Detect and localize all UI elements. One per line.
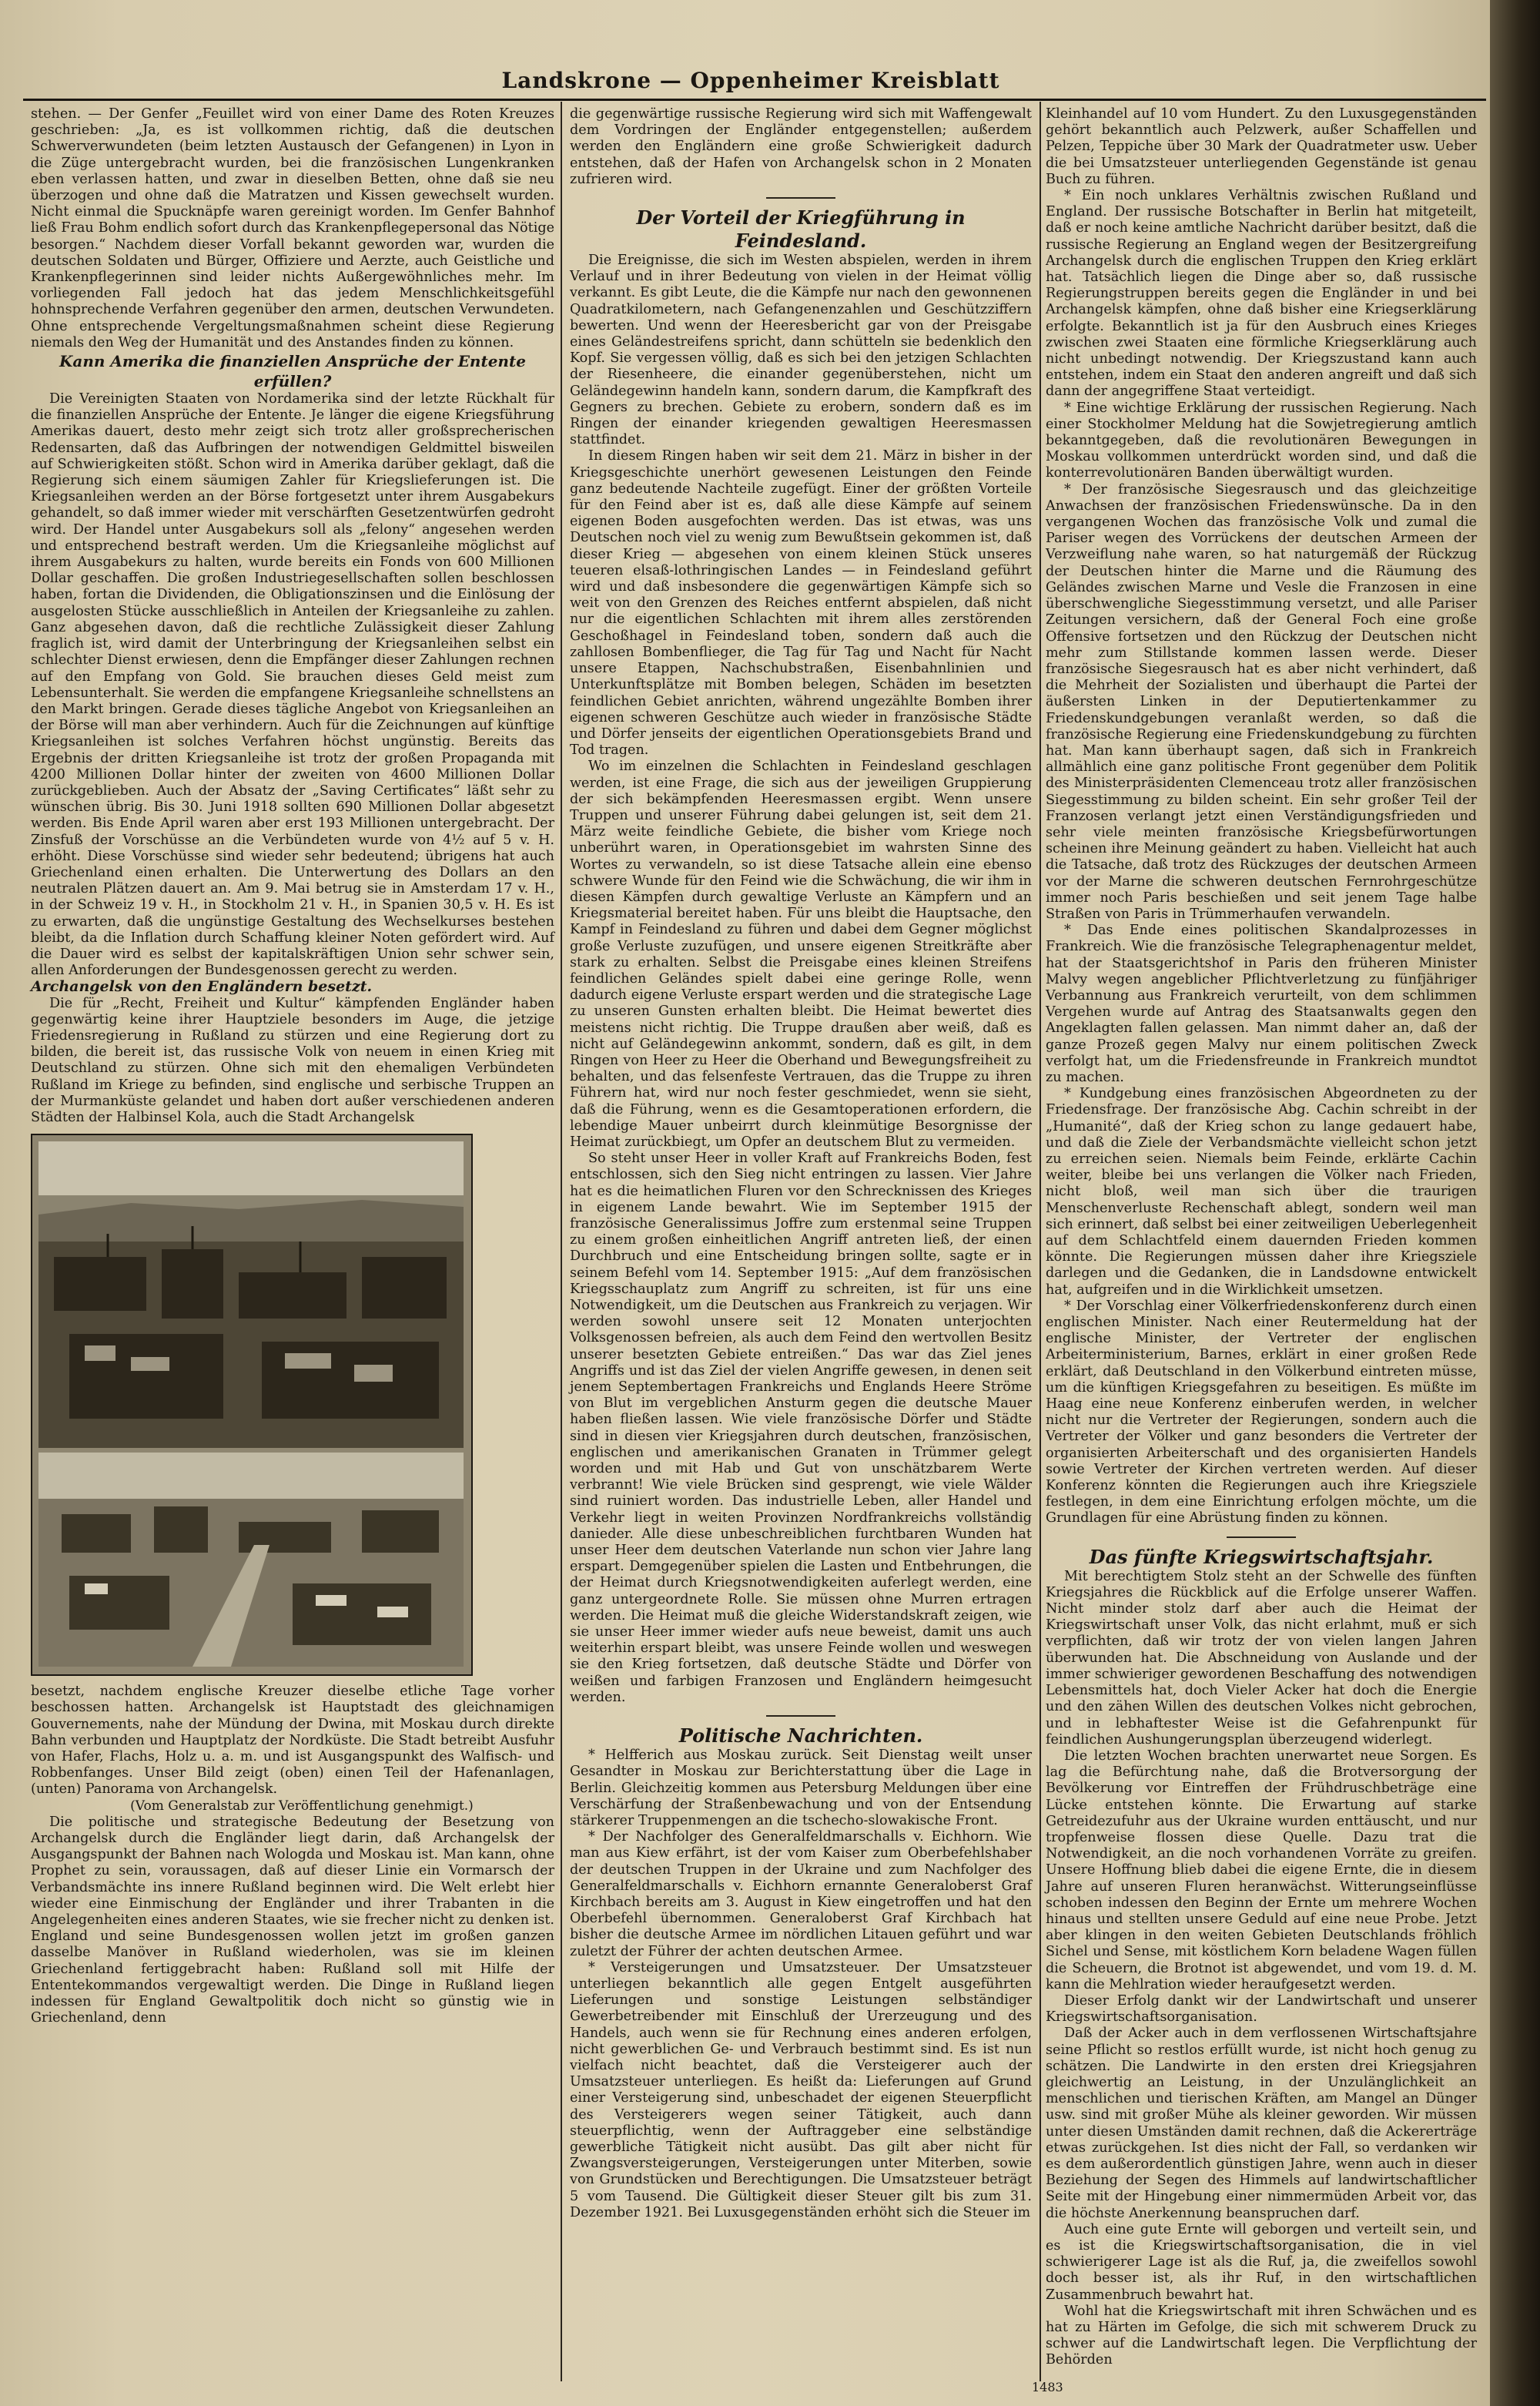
masthead-rule — [23, 99, 1486, 101]
paragraph: * Kundgebung eines französischen Abgeordneten zu der Friedensfrage. Der französische Abg. Cachin schreibt in der „Humanité“, daß der Krieg schon zu lange gedauert habe, und daß die Ziele der Verbandsmächte vielleicht schon jetzt zu erreichen seien. Niemals beim Feinde, erklärte Cachin weiter, bleibe bei uns verlangen die Völker nach Frieden, nicht bloß, weil man sich über die traurigen Menschenverluste Rechenschaft ablegt, sondern weil man sich erinnert, daß selbst bei einer zeitweiligen Ueberlegenheit auf dem Schlachtfeld einem dauernden Frieden kommen könnte. Die Regierungen müssen daher ihre Kriegsziele darlegen und die Gedanken, die in Landsdowne entwickelt hat, aufgreifen und in die Wirklichkeit umsetzen. — [1046, 1086, 1477, 1298]
paragraph: Die Vereinigten Staaten von Nordamerika sind der letzte Rückhalt für die finanziellen Ansprüche der Entente. Je länger die eigene Kriegsführung Amerikas dauert, desto mehr zeigt sich trotz aller großsprecherischen Redensarten, daß das Aufbringen der notwendigen Geldmittel bisweilen auf Schwierigkeiten stößt. Schon wird in Amerika darüber geklagt, daß die Regierung sich einem säumigen Zahler für Kriegslieferungen ist. Die Kriegsanleihen werden an der Börse fortgesetzt unter ihrem Ausgabekurs gehandelt, so daß immer wieder mit verschärften Gesetzentwürfen gedroht wird. Der Handel unter Ausgabekurs soll als „felony“ angesehen werden und entsprechend bestraft werden. Um die Kriegsanleihe möglichst auf ihrem Ausgabekurs zu halten, wurde bereits ein Fonds von 600 Millionen Dollar geschaffen. Die großen Industriegesellschaften sollen beschlossen haben, fortan die Dividenden, die Obligationszinsen und die Einlösung der ausgelosten Stücke ausschließlich in Anteilen der Kriegsanleihe zu zahlen. Ganz abgesehen davon, daß die rechtliche Zulässigkeit dieser Zahlung fraglich ist, wird damit der Unterbringung der Kriegsanleihen selbst ein schlechter Dienst erwiesen, denn die Empfänger dieser Zahlungen rechnen auf den Empfang von Gold. Sie brauchen dieses Geld meist zum Lebensunterhalt. Sie werden die empfangene Kriegsanleihe schnellstens an den Markt bringen. Gerade dieses tägliche Angebot von Kriegsanleihen an der Börse will man aber verhindern. Auch für die Zeichnungen auf künftige Kriegsanleihen ist solches Verfahren höchst ungünstig. Bereits das Ergebnis der dritten Kriegsanleihe ist trotz der großen Propaganda mit 4200 Millionen Dollar hinter der zweiten von 4600 Millionen Dollar zurückgeblieben. Auch der Absatz der „Saving Certificates“ läßt sehr zu wünschen übrig. Bis 30. Juni 1918 sollten 690 Millionen Dollar abgesetzt werden. Bis Ende April waren aber erst 193 Millionen untergebracht. Der Zinsfuß der Vorschüsse an die Verbündeten wurde von 4½ auf 5 v. H. erhöht. Diese Vorschüsse sind wieder sehr bedeutend; übrigens hat auch Griechenland einen erhalten. Die Unterwertung des Dollars an den neutralen Plätzen dauert an. Am 9. Mai betrug sie in Amsterdam 17 v. H., in der Schweiz 19 v. H., in Stockholm 21 v. H., in Spanien 30,5 v. H. Es ist zu erwarten, daß die ungünstige Gestaltung des Wechselkurses bestehen bleibt, da die Inflation durch Schaffung kleiner Noten gefördert wird. Auf die Dauer wird es selbst der kapitalskräftigen Union sehr schwer sein, allen Anforderungen der Bundesgenossen gerecht zu werden. — [31, 391, 554, 979]
paragraph: So steht unser Heer in voller Kraft auf Frankreichs Boden, fest entschlossen, sich den Sieg nicht entringen zu lassen. Vier Jahre hat es die heimatlichen Fluren vor den Schrecknissen des Krieges in eigenem Lande bewahrt. Wie im September 1915 der französische Generalissimus Joffre zum erstenmal seine Truppen zu einem großen einheitlichen Angriff antreten ließ, der einen Durchbruch und eine Entscheidung bringen sollte, sagte er in seinem Befehl vom 14. September 1915: „Auf dem französischen Kriegsschauplatz zum Angriff zu schreiten, ist für uns eine Notwendigkeit, um die Deutschen aus Frankreich zu verjagen. Wir werden sowohl unsere seit 12 Monaten unterjochten Volksgenossen befreien, als auch dem Feind den wertvollen Besitz unserer besetzten Gebiete entreißen.“ Das war das Ziel jenes Angriffs und ist das Ziel der vielen Angriffe gewesen, in denen seit jenem Septembertagen Frankreichs und Englands Heere Ströme von Blut im vergeblichen Ansturm gegen die deutsche Mauer haben fließen lassen. Wie viele französische Dörfer und Städte sind in diesen vier Kriegsjahren durch deutschen, französischen, englischen und amerikanischen Granaten in Trümmer gelegt worden und mit Hab und Gut von unschätzbarem Werte verbrannt! Wie viele Brücken sind gesprengt, wie viele Wälder sind ruiniert worden. Das industrielle Leben, aller Handel und Verkehr liegt in weiten Provinzen Nordfrankreichs vollständig danieder. Alle diese unbeschreiblichen furchtbaren Wunden hat unser Heer dem deutschen Vaterlande nun schon vier Jahre lang erspart. Demgegenüber spielen die Lasten und Entbehrungen, die der Heimat durch Kriegsnotwendigkeiten auferlegt werden, eine ganz untergeordnete Rolle. Sie müssen ohne Murren ertragen werden. Die Heimat muß die gleiche Widerstandskraft zeigen, wie sie unser Heer immer wieder aufs neue beweist, damit uns auch weiterhin erspart bleibt, was unsere Feinde wollen und weswegen sie den Krieg fortsetzen, daß deutsche Städte und Dörfer von weißen und farbigen Franzosen und Engländern heimgesucht werden. — [570, 1151, 1032, 1705]
paragraph: Wo im einzelnen die Schlachten in Feindesland geschlagen werden, ist eine Frage, die sich aus der jeweiligen Gruppierung der sich bekämpfenden Heeresmassen ergibt. Wenn unsere Truppen und unserer Führung dabei gelungen ist, seit dem 21. März weite feindliche Gebiete, die bisher vom Kriege noch unberührt waren, in Operationsgebiet im wahrsten Sinne des Wortes zu verwandeln, so ist diese Tatsache allein eine ebenso schwere Wunde für den Feind wie die Schwächung, die wir ihm in diesen Kämpfen durch gewaltige Verluste an Kämpfern und an Kriegsmaterial bereitet haben. Für uns bleibt die Hauptsache, den Kampf in Feindesland zu führen und dabei dem Gegner möglichst große Verluste zuzufügen, und unsere eigenen Streitkräfte aber stark zu erhalten. Selbst die Preisgabe eines kleinen Streifens feindlichen Geländes spielt dabei eine geringe Rolle, wenn dadurch eigene Verluste erspart werden und die strategische Lage zu unseren Gunsten erhalten bleibt. Die Heimat bewertet dies meistens nicht richtig. Die Truppe draußen aber weiß, daß es nicht auf Geländegewinn ankommt, sondern, daß es gilt, in dem Ringen von Heer zu Heer die Oberhand und Bewegungsfreiheit zu behalten, und das felsenfeste Vertrauen, das die Truppe zu ihren Führern hat, wird nur noch fester geschmiedet, wenn sie sieht, daß die Führung, wenn es die Gesamtoperationen erfordern, die lebendige Mauer unbeirrt durch kleinmütige Besorgnisse der Heimat zurückbiegt, um Opfer an deutschem Blut zu vermeiden. — [570, 759, 1032, 1150]
paragraph: * Eine wichtige Erklärung der russischen Regierung. Nach einer Stockholmer Meldung hat die Sowjetregierung amtlich bekanntgegeben, daß die revolutionären Bewegungen in Moskau vollkommen unterdrückt worden sind, und daß die konterrevolutionären Banden überwältigt wurden. — [1046, 400, 1477, 481]
article-heading: Der Vorteil der Kriegführung in Feindesland. — [636, 206, 966, 253]
paragraph: Daß der Acker auch in dem verflossenen Wirtschaftsjahre seine Pflicht so restlos erfüllt wurde, ist nicht hoch genug zu schätzen. Die Landwirte in den ersten drei Kriegsjahren gleichwertig an Leistung, in der Unzulänglichkeit an menschlichen und tierischen Kräften, am Mangel an Dünger usw. sind mit großer Mühe als kleiner geworden. Wir müssen unter diesen Umständen damit rechnen, daß die Ackererträge etwas zurückgehen. Ist dies nicht der Fall, so verdanken wir es dem außerordentlich günstigen Jahre, wenn auch in dieser Beziehung der Segen des Himmels auf landwirtschaftlicher Seite mit der Hingebung einer nimmermüden Arbeit vor, das die höchste Anerkennung beanspruchen darf. — [1046, 2026, 1477, 2221]
paragraph: * Ein noch unklares Verhältnis zwischen Rußland und England. Der russische Botschafter in Berlin hat mitgeteilt, daß er noch keine amtliche Nachricht darüber besitzt, daß die russische Regierung an England wegen der Besitzergreifung Archangelsk durch die englischen Truppen den Krieg erklärt hat. Tatsächlich liegen die Dinge aber so, daß russische Regierungstruppen bereits gegen die Engländer in und bei Archangelsk kämpfen, ohne daß bisher eine Kriegserklärung erfolgte. Bekanntlich ist ja für den Ausbruch eines Krieges zwischen zwei Staaten eine förmliche Kriegserklärung auch nicht unbedingt notwendig. Der Kriegszustand kann auch entstehen, indem ein Staat den anderen angreift und daß sich dann der angegriffene Staat verteidigt. — [1046, 188, 1477, 400]
book-binding — [1490, 0, 1540, 2406]
article-heading: Kann Amerika die finanziellen Ansprüche der Entente erfüllen? — [59, 352, 526, 391]
archangelsk-photo — [31, 1134, 473, 1676]
paragraph: Mit berechtigtem Stolz steht an der Schwelle des fünften Kriegsjahres die Rückblick auf die Erfolge unserer Waffen. Nicht minder stolz darf aber auch die Heimat der Kriegswirtschaft unser Volk, das nicht erlahmt, muß er sich verpflichten, daß wir trotz der von vielen langen Jahren überwunden hat. Die Abschneidung von Auslande und der immer schwieriger gewordenen Beschaffung des notwendigen Lebensmittels hat, doch Vieler Acker hat doch die Energie und den zähen Willen des deutschen Volkes nicht gebrochen, und in lebhaftester Weise ist die Gefahrenpunkt für feindlichen Aushungerungsplan überzeugend widerlegt. — [1046, 1568, 1477, 1748]
article-heading: Politische Nachrichten. — [678, 1724, 923, 1748]
article-heading: Archangelsk von den Engländern besetzt. — [31, 978, 373, 996]
paragraph: Die politische und strategische Bedeutung der Besetzung von Archangelsk durch die Engländer liegt darin, daß Archangelsk der Ausgangspunkt der Bahnen nach Wologda und Moskau ist. Man kann, ohne Prophet zu sein, voraussagen, daß auf dieser Linie ein Vormarsch der Verbandsmächte ins innere Rußland beginnen wird. Die Welt erlebt hier wieder eine Einmischung der Engländer und ihrer Trabanten in die Angelegenheiten eines anderen Staates, wie sie frecher nicht zu denken ist. England und seine Bundesgenossen wollen jetzt im großen ganzen dasselbe Manöver in Rußland wiederholen, was sie im kleinen Griechenland fertiggebracht haben: Rußland soll mit Hilfe der Ententekommandos vergewaltigt werden. Die Dinge in Rußland liegen indessen für England Gewaltpolitik doch nicht so günstig wie in Griechenland, denn — [31, 1814, 554, 2026]
separator — [1227, 1536, 1296, 1538]
paragraph: * Der Nachfolger des Generalfeldmarschalls v. Eichhorn. Wie man aus Kiew erfährt, ist der vom Kaiser zum Oberbefehlshaber der deutschen Truppen in der Ukraine und zum Nachfolger des Generalfeldmarschalls v. Eichhorn ernannte Generaloberst Graf Kirchbach bereits am 3. August in Kiew eingetroffen und hat den Oberbefehl übernommen. Generaloberst Graf Kirchbach hat bisher die deutsche Armee im nördlichen Litauen geführt und war zuletzt der Führer der achten deutschen Armee. — [570, 1829, 1032, 1959]
paragraph: In diesem Ringen haben wir seit dem 21. März in bisher in der Kriegsgeschichte unerhört gewesenen Leistungen den Feinde ganz bedeutende Nachteile zugefügt. Einer der größten Vorteile für den Feind aber ist es, daß alle diese Kämpfe auf seinem eigenen Boden ausgefochten werden. Das ist etwas, was uns Deutschen noch viel zu wenig zum Bewußtsein gekommen ist, daß dieser Krieg — abgesehen von einem kleinen Stück unseres teueren elsaß-lothringischen Landes — in Feindesland geführt wird und daß insbesondere die gegenwärtigen Kämpfe sich so weit von den Grenzen des Reiches entfernt abspielen, daß nicht nur die eigentlichen Schlachten mit ihrem alles zerstörenden Geschoßhagel in Feindesland toben, sondern daß auch die zahllosen Bombenflieger, die Tag für Tag und Nacht für Nacht unsere Etappen, Nachschubstraßen, Eisenbahnlinien und Unterkunftsplätze mit Bomben belegen, Schäden im besetzten feindlichen Gebiet anrichten, während ungezählte Bomben ihrer eigenen schweren Geschütze auch wieder in französische Städte und Dörfer jenseits der eigentlichen Operationsgebiets Brand und Tod tragen. — [570, 448, 1032, 759]
panorama-image — [38, 1453, 464, 1667]
harbour-image — [38, 1141, 464, 1448]
page-number: 1483 — [1032, 2380, 1063, 2394]
column-rule — [561, 102, 562, 2381]
column-1 — [31, 106, 554, 2026]
article-heading: Das fünfte Kriegswirtschaftsjahr. — [1089, 1545, 1434, 1568]
separator — [766, 1715, 835, 1717]
column-3 — [1046, 106, 1477, 2369]
column-2 — [570, 106, 1032, 2221]
paragraph: Die für „Recht, Freiheit und Kultur“ kämpfenden Engländer haben gegenwärtig keine ihrer Hauptziele besonders im Auge, die jetzige Friedensregierung in Rußland zu stürzen und eine Regierung dort zu bilden, die bereit ist, das russische Volk von neuem in einen Krieg mit Deutschland zu stürzen. Ohne sich mit den ehemaligen Verbündeten Rußland im Kriege zu befinden, sind englische und serbische Truppen an der Murmanküste gelandet und haben dort außer verschiedenen anderen Städten der Halbinsel Kola, auch die Stadt Archangelsk — [31, 995, 554, 1125]
paragraph: Wohl hat die Kriegswirtschaft mit ihren Schwächen und es hat zu Härten im Gefolge, die sich mit schwerem Druck zu schwer auf die Landwirtschaft legen. Die Verpflichtung der Behörden — [1046, 2303, 1477, 2368]
paragraph: Auch eine gute Ernte will geborgen und verteilt sein, und es ist die Kriegswirtschaftsorganisation, die in viel schwierigerer Lage ist als die Ruf, ja, die zweifellos sowohl doch besser ist, als ihr Ruf, in den wirtschaftlichen Zusammenbruch bewahrt hat. — [1046, 2221, 1477, 2303]
paragraph: * Der Vorschlag einer Völkerfriedenskonferenz durch einen englischen Minister. Nach einer Reutermeldung hat der englische Minister, der Vertreter der englischen Arbeiterministerium, Barnes, erklärt in einer großen Rede erklärt, daß Deutschland in den Völkerbund eintreten müsse, um die künftigen Kriegsgefahren zu beseitigen. Es müßte im Haag eine neue Konferenz einberufen werden, in welcher nicht nur die Vertreter der Regierungen, sondern auch die Vertreter der Völker und ganz besonders die Vertreter der organisierten Arbeiterschaft und des organisierten Handels sowie Vertreter der Kirchen vertreten werden. Auf dieser Konferenz könnten die Regierungen auch ihre Kriegsziele festlegen, in dem eine Einrichtung erfolgen möchte, um die Grundlagen für eine Abrüstung finden zu können. — [1046, 1298, 1477, 1526]
paragraph: * Helfferich aus Moskau zurück. Seit Dienstag weilt unser Gesandter in Moskau zur Berichterstattung über die Lage in Berlin. Gleichzeitig kommen aus Petersburg Meldungen über eine Verschärfung der Straßenbewachung und von der Entsendung stärkerer Truppenmengen an die tschecho-slowakische Front. — [570, 1748, 1032, 1828]
paragraph: * Das Ende eines politischen Skandalprozesses in Frankreich. Wie die französische Telegraphenagentur meldet, hat der Staatsgerichtshof in Paris den früheren Minister Malvy wegen angeblicher Pflichtverletzung zu fünfjähriger Verbannung aus Frankreich verurteilt, von dem schlimmen Vergehen wurde auf Antrag des Staatsanwalts gegen den Angeklagten fallen gelassen. Man nimmt daher an, daß der ganze Prozeß gegen Malvy nur einem politischen Zweck verfolgt hat, um die Friedensfreunde in Frankreich mundtot zu machen. — [1046, 923, 1477, 1085]
paragraph: stehen. — Der Genfer „Feuillet wird von einer Dame des Roten Kreuzes geschrieben: „Ja, es ist vollkommen richtig, daß die deutschen Schwerverwundeten (beim letzten Austausch der Gefangenen) in Lyon in die Züge untergebracht wurden, bei die französischen Lungenkranken eben verlassen hatten, und zwar in dieselben Betten, ohne daß sie neu überzogen und ohne daß die Matratzen und Kissen gewechselt wurden. Nicht einmal die Spucknäpfe waren gereinigt worden. Im Genfer Bahnhof ließ Frau Bohm endlich sofort durch das Krankenpflegepersonal das Nötige besorgen.“ Nachdem dieser Vorfall bekannt geworden war, wurden die deutschen Soldaten und Bürger, Offiziere und Aerzte, auch Geistliche und Krankenpflegerinnen sind leider nichts Außergewöhnliches mehr. Im vorliegenden Fall jedoch hat das jedem Menschlichkeitsgefühl hohnsprechende Verfahren gegenüber den armen, deutschen Verwundeten. Ohne entsprechende Vergeltungsmaßnahmen scheint diese Regierung niemals den Weg der Humanität und des Anstandes finden zu können. — [31, 106, 554, 350]
masthead: Landskrone — Oppenheimer Kreisblatt — [501, 68, 1000, 93]
paragraph: Die letzten Wochen brachten unerwartet neue Sorgen. Es lag die Befürchtung nahe, daß die Brotversorgung der Bevölkerung vor Eintreffen der Frühdruschbeträge eine Lücke entstehen könnte. Die Erwartung auf starke Getreidezufuhr aus der Ukraine wurden enttäuscht, und nur tropfenweise flossen diese Quelle. Dazu trat die Notwendigkeit, an die noch vorhandenen Vorräte zu greifen. Unsere Hoffnung blieb dabei die eigene Ernte, die in diesem Jahre auf unseren Fluren heranwächst. Witterungseinflüsse schoben indessen den Beginn der Ernte um mehrere Wochen hinaus und stellten unsere Geduld auf eine neue Probe. Jetzt aber klingen in den weiten Gebieten Deutschlands fröhlich Sichel und Sense, mit köstlichem Korn beladene Wagen füllen die Scheuern, die Brotnot ist abgewendet, und vom 19. d. M. kann die Mehlration wieder heraufgesetzt werden. — [1046, 1748, 1477, 1992]
harbour-photo — [38, 1141, 464, 1448]
photo-caption: besetzt, nachdem englische Kreuzer dieselbe etliche Tage vorher beschossen hatten. Archangelsk ist Hauptstadt des gleichnamigen Gouvernements, nahe der Mündung der Dwina, mit Moskau durch direkte Bahn verbunden und Hauptplatz der Nordküste. Die Stadt betreibt Ausfuhr von Hafer, Flachs, Holz u. a. m. und ist Ausgangspunkt des Walfisch- und Robbenfanges. Unser Bild zeigt (oben) einen Teil der Hafenanlagen, (unten) Panorama von Archangelsk. — [31, 1684, 554, 1798]
paragraph: Die Ereignisse, die sich im Westen abspielen, werden in ihrem Verlauf und in ihrer Bedeutung von vielen in der Heimat völlig verkannt. Es gibt Leute, die die Kämpfe nur nach den gewonnenen Quadratkilometern, nach Gefangenenzahlen und Geschützziffern bewerten. Und wenn der Heeresbericht gar von der Preisgabe eines Geländestreifens spricht, dann schütteln sie bedenklich den Kopf. Sie vergessen völlig, daß es sich bei den jetzigen Schlachten der Riesenheere, die einander gegenüberstehen, nicht um Geländegewinn handeln kann, sondern darum, die Kampfkraft des Gegners zu brechen. Gebiete zu erobern, sondern daß es im Ringen der einander kriegenden gewaltigen Heeresmassen stattfindet. — [570, 253, 1032, 448]
separator — [766, 197, 835, 199]
photo-credit: (Vom Generalstab zur Veröffentlichung genehmigt.) — [130, 1798, 474, 1814]
column-rule — [1040, 102, 1041, 2381]
panorama-photo — [38, 1453, 464, 1667]
paragraph: Dieser Erfolg dankt wir der Landwirtschaft und unserer Kriegswirtschaftsorganisation. — [1046, 1992, 1477, 2026]
paragraph: * Versteigerungen und Umsatzsteuer. Der Umsatzsteuer unterliegen bekanntlich alle gegen Entgelt ausgeführten Lieferungen und sonstige Leistungen selbständiger Gewerbetreibender mit Einschluß der Urerzeugung und des Handels, auch wenn sie für Rechnung eines anderen erfolgen, nicht gewerblichen Ge- und Verbrauch bestimmt sind. Es ist nun vielfach nicht beachtet, daß die Versteigerer auch der Umsatzsteuer unterliegen. Es heißt da: Lieferungen auf Grund einer Versteigerung sind, unbeschadet der eigenen Steuerpflicht des Versteigerers wegen seiner Tätigkeit, auch dann steuerpflichtig, wenn der Auftraggeber eine selbständige gewerbliche Tätigkeit nicht ausübt. Das gilt aber nicht für Zwangsversteigerungen, Versteigerungen unter Miterben, sowie von Grundstücken und Berechtigungen. Die Umsatzsteuer beträgt 5 vom Tausend. Die Gültigkeit dieser Steuer gilt bis zum 31. Dezember 1921. Bei Luxusgegenständen erhöht sich die Steuer im — [570, 1959, 1032, 2220]
paragraph: die gegenwärtige russische Regierung wird sich mit Waffengewalt dem Vordringen der Engländer entgegenstellen; außerdem werden den Engländern eine große Schwierigkeit dadurch entstehen, daß der Hafen von Archangelsk schon in 2 Monaten zufrieren wird. — [570, 106, 1032, 187]
paragraph: Kleinhandel auf 10 vom Hundert. Zu den Luxusgegenständen gehört bekanntlich auch Pelzwerk, außer Schaffellen und Pelzen, Teppiche über 30 Mark der Quadratmeter usw. Ueber die bei Umsatzsteuer unterliegenden Gegenstände ist genau Buch zu führen. — [1046, 106, 1477, 187]
paragraph: * Der französische Siegesrausch und das gleichzeitige Anwachsen der französischen Friedenswünsche. Da in den vergangenen Wochen das französische Volk und zumal die Pariser wegen des Vorrückens der deutschen Armeen der Verzweiflung nahe waren, so hat naturgemäß der Rückzug der Deutschen hinter die Marne und die Räumung des Geländes zwischen Marne und Vesle die Franzosen in eine überschwengliche Siegesstimmung versetzt, und alle Pariser Zeitungen versichern, daß der General Foch eine große Offensive fortsetzen und den Rückzug der Deutschen nicht mehr zum Stillstande kommen lassen werde. Dieser französische Siegesrausch hat es aber nicht verhindert, daß die Mehrheit der Sozialisten und überhaupt die Partei der äußersten Linken in der Deputiertenkammer zu Friedenskundgebungen veranlaßt werden, so daß die französische Regierung eine Friedenskundgebung zu fürchten hat. Man kann überhaupt sagen, daß sich in Frankreich allmählich eine ganz politische Front gegenüber dem Politik des Ministerpräsidenten Clemenceau trotz aller französischen Siegesstimmung zu bilden scheint. Ein sehr großer Teil der Franzosen verlangt jetzt einen Verständigungsfrieden und sehr viele meinten französische Kriegsbefürwortungen scheinen ihre Meinung geändert zu haben. Vielleicht hat auch die Tatsache, daß trotz des Rückzuges der deutschen Armeen vor der Marne die schweren deutschen Fernrohrgeschütze immer noch Paris beschießen und seit jenem Tage halbe Straßen von Paris in Trümmerhaufen verwandeln. — [1046, 481, 1477, 922]
